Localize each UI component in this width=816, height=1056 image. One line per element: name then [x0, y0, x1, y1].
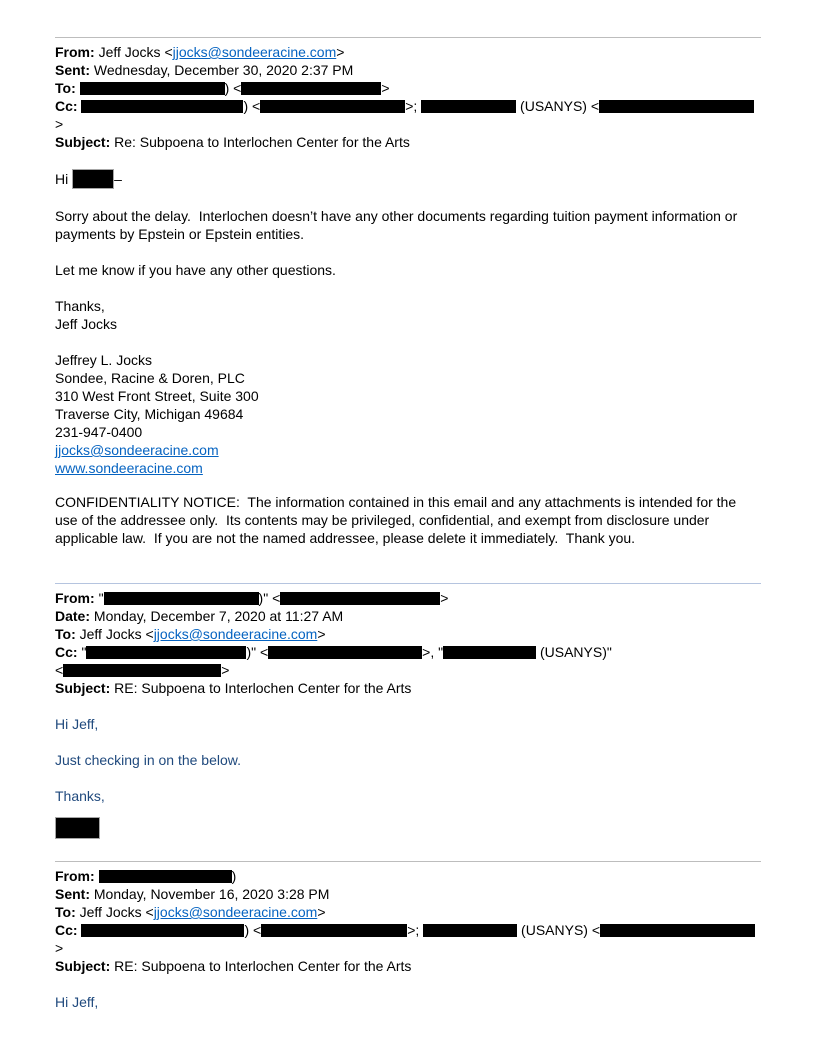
email3-body: [55, 993, 761, 1011]
email3-greeting: Hi Jeff,: [55, 994, 99, 1010]
cc-label: Cc:: [55, 922, 78, 938]
redaction-bar: [241, 82, 381, 95]
email1-greeting: [55, 169, 761, 189]
from-quote-open: ": [98, 590, 104, 606]
redaction-bar: [423, 924, 517, 937]
redaction-bar: [104, 592, 259, 605]
from-label: From:: [55, 44, 95, 60]
to-email-link[interactable]: jjocks@sondeeracine.com: [153, 626, 318, 642]
to-separator: ) <: [224, 80, 242, 96]
email2-cc-line-2: [55, 661, 761, 679]
email1-to-line: [55, 79, 761, 97]
confidentiality-notice: CONFIDENTIALITY NOTICE: The information contained in this email and any attachments is intended for the use of the addressee only. Its contents may be privileged, confidential, and exempt from disclosure under applicable law. If you are not the named addressee, please delete it immediately. Thank you.: [55, 494, 741, 546]
redaction-bar: [268, 646, 422, 659]
to-label: To:: [55, 80, 76, 96]
to-bracket-close: >: [317, 626, 326, 642]
to-bracket-close: >: [381, 80, 390, 96]
redaction-bar: [280, 592, 440, 605]
redaction-bar: [600, 924, 755, 937]
date-label: Date:: [55, 608, 91, 624]
signature-street: 310 West Front Street, Suite 300: [55, 388, 259, 404]
signature-firm: Sondee, Racine & Doren, PLC: [55, 370, 245, 386]
to-label: To:: [55, 626, 76, 642]
email1-from-line: [55, 43, 761, 61]
email2-subject-line: [55, 679, 761, 697]
redaction-bar: [261, 924, 407, 937]
sent-value: Wednesday, December 30, 2020 2:37 PM: [93, 62, 354, 78]
cc-separator-1: )" <: [246, 644, 269, 660]
redaction-box: [72, 169, 114, 189]
email1-paragraph-2: Let me know if you have any other questions.: [55, 262, 336, 278]
cc-separator-2: >, ": [422, 644, 444, 660]
signature-phone: 231-947-0400: [55, 424, 143, 440]
signature-name: Jeffrey L. Jocks: [55, 352, 153, 368]
redaction-bar: [260, 100, 405, 113]
cc-usanys-text: (USANYS) <: [520, 98, 600, 114]
from-email-link[interactable]: jjocks@sondeeracine.com: [172, 44, 337, 60]
cc-label: Cc:: [55, 644, 78, 660]
to-name: Jeff Jocks <: [79, 626, 154, 642]
to-name: Jeff Jocks <: [79, 904, 154, 920]
redaction-bar: [63, 664, 221, 677]
redaction-bar: [81, 100, 243, 113]
from-bracket-close: >: [440, 590, 449, 606]
date-value: Monday, December 7, 2020 at 11:27 AM: [93, 608, 344, 624]
cc-separator-1: ) <: [243, 98, 261, 114]
cc-bracket-close: >: [55, 116, 64, 132]
closing-thanks: Thanks,: [55, 298, 105, 314]
signature-email-line: [55, 441, 761, 459]
redaction-bar: [599, 100, 754, 113]
to-bracket-close: >: [317, 904, 326, 920]
email2-cc-line: [55, 643, 761, 661]
cc-bracket-close: >: [221, 662, 230, 678]
subject-value: Re: Subpoena to Interlochen Center for the Arts: [114, 134, 410, 150]
redaction-bar: [99, 870, 232, 883]
from-paren-close: ): [231, 868, 237, 884]
from-label: From:: [55, 868, 95, 884]
email2-from-line: [55, 589, 761, 607]
redaction-bar: [86, 646, 246, 659]
closing-name: Jeff Jocks: [55, 316, 117, 332]
signature-website-line: [55, 459, 761, 477]
email2-greeting: Hi Jeff,: [55, 716, 99, 732]
subject-value: RE: Subpoena to Interlochen Center for the Arts: [114, 958, 412, 974]
cc-separator-2: >;: [407, 922, 420, 938]
from-name: Jeff Jocks <: [98, 44, 173, 60]
email2-header: [55, 584, 761, 697]
sent-label: Sent:: [55, 886, 90, 902]
email1-signature: [55, 351, 761, 477]
email2-body: [55, 715, 761, 839]
redaction-box-signature: [55, 817, 100, 839]
email1-closing: [55, 297, 761, 333]
email1-sent-line: [55, 61, 761, 79]
signature-city: Traverse City, Michigan 49684: [55, 406, 244, 422]
email3-subject-line: [55, 957, 761, 975]
email3-cc-line: [55, 921, 761, 957]
email1-paragraph-1: Sorry about the delay. Interlochen doesn’t have any other documents regarding tuition payment information or payments by Epstein or Epstein entities.: [55, 208, 742, 242]
email1-body: [55, 169, 761, 547]
signature-website-link[interactable]: www.sondeeracine.com: [55, 460, 203, 476]
subject-label: Subject:: [55, 958, 111, 974]
redaction-bar: [443, 646, 536, 659]
to-label: To:: [55, 904, 76, 920]
cc-quote-open: ": [81, 644, 87, 660]
cc-usanys-text: (USANYS) <: [521, 922, 601, 938]
cc-bracket-close: >: [55, 940, 64, 956]
email2-paragraph-1: Just checking in on the below.: [55, 752, 242, 768]
email2-date-line: [55, 607, 761, 625]
sent-label: Sent:: [55, 62, 90, 78]
email3-to-line: [55, 903, 761, 921]
email3-from-line: [55, 867, 761, 885]
redaction-bar: [80, 82, 225, 95]
from-label: From:: [55, 590, 95, 606]
email3-sent-line: [55, 885, 761, 903]
cc-usanys-text: (USANYS)": [539, 644, 612, 660]
email2-to-line: [55, 625, 761, 643]
cc-separator-2: >;: [405, 98, 418, 114]
cc-label: Cc:: [55, 98, 78, 114]
from-separator: )" <: [258, 590, 281, 606]
email1-subject-line: [55, 133, 761, 151]
greeting-text: Hi: [55, 171, 69, 187]
subject-label: Subject:: [55, 134, 111, 150]
email1-header: [55, 38, 761, 151]
email3-header: [55, 862, 761, 975]
cc-separator-1: ) <: [244, 922, 262, 938]
subject-label: Subject:: [55, 680, 111, 696]
cc-bracket-open: <: [55, 662, 64, 678]
greeting-dash: –: [114, 171, 122, 187]
redaction-bar: [421, 100, 516, 113]
sent-value: Monday, November 16, 2020 3:28 PM: [93, 886, 330, 902]
to-email-link[interactable]: jjocks@sondeeracine.com: [153, 904, 318, 920]
redaction-bar: [81, 924, 244, 937]
email2-closing: Thanks,: [55, 788, 105, 804]
email1-cc-line: [55, 97, 761, 133]
from-bracket-close: >: [336, 44, 345, 60]
subject-value: RE: Subpoena to Interlochen Center for the Arts: [114, 680, 412, 696]
signature-email-link[interactable]: jjocks@sondeeracine.com: [55, 442, 219, 458]
